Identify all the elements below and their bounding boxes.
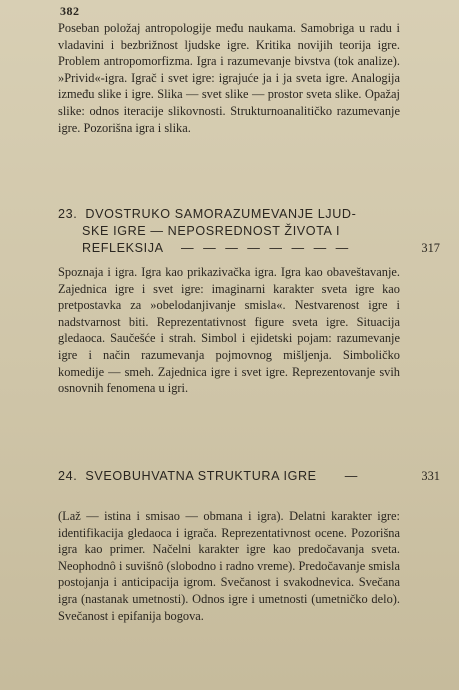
chapter-23-title-line3: REFLEKSIJA [82, 241, 163, 255]
chapter-24-dashes: — [344, 469, 361, 483]
chapter-23-summary-text: Spoznaja i igra. Igra kao prikazivačka igra. Igra kao obaveštavanje. Zajednica igre i svet igre: imaginarni karakter sveta igre kao pretpostavka za »obelodanjivanje smisla«. Nestvarenost igre i nadstvarnost biti. Reprezentativnost figure sveta igre. Situacija gledaoca. Saučešće i strah. Simbol i ejidetski pojam: razumevanje igre i način razumevanja pojmovnog mišljenja. Simboličko komedije — smeh. Zajednica igre i svet igre. Reprezentovanje svih osnovnih fenomena u igri. [58, 265, 400, 396]
chapter-24-title: SVEOBUHVATNA STRUKTURA IGRE [85, 469, 317, 483]
chapter-23-page-ref: 317 [421, 241, 440, 255]
chapter-24-page-ref: 331 [421, 469, 440, 483]
page-number: 382 [60, 4, 80, 18]
chapter-23-dashes: — — — — — — — — [181, 241, 352, 255]
chapter-23-heading [58, 206, 440, 257]
intro-text: Poseban položaj antropologije među naukama. Samobriga u radu i vladavini i bezbrižnost ljudske igre. Kritika novijih teorija igre. Problem antropomorfizma. Igra i razumevanje bivstva (tok analize). »Privid«-igra. Igrač i svet igre: igrajuće ja i ja sveta igre. Analogija između slike i igre. Slika — svet slike — prostor sveta slike. Opažaj slike: odnos iteracije slikovnosti. Strukturnoanalitičko razumevanje igre. Pozorišna igra i slika. [58, 21, 400, 135]
chapter-23-summary [58, 264, 400, 397]
chapter-23-number: 23. [58, 207, 78, 221]
chapter-24-number: 24. [58, 469, 78, 483]
intro-paragraph [58, 20, 400, 136]
chapter-24-summary [58, 508, 400, 624]
chapter-23-title-line2: SKE IGRE — NEPOSREDNOST ŽIVOTA I [82, 224, 341, 238]
chapter-23-title-line1: DVOSTRUKO SAMORAZUMEVANJE LJUD- [85, 207, 357, 221]
chapter-24-summary-text: (Laž — istina i smisao — obmana i igra). Delatni karakter igre: identifikacija gledaoca i igrača. Reprezentativnost ocene. Pozorišna igra kao primer. Načelni karakter igre kao predočavanja sveta. Neophodnô i suvišnô (slobodno i radno vreme). Predočavanje smisla postojanja i anticipacija igrom. Svečanost i svakodnevica. Svečana igra (nastanak umetnosti). Odnos igre i umetnosti (umetničko delo). Svečanost i epifanija bogova. [58, 509, 400, 623]
chapter-24-heading [58, 468, 440, 485]
